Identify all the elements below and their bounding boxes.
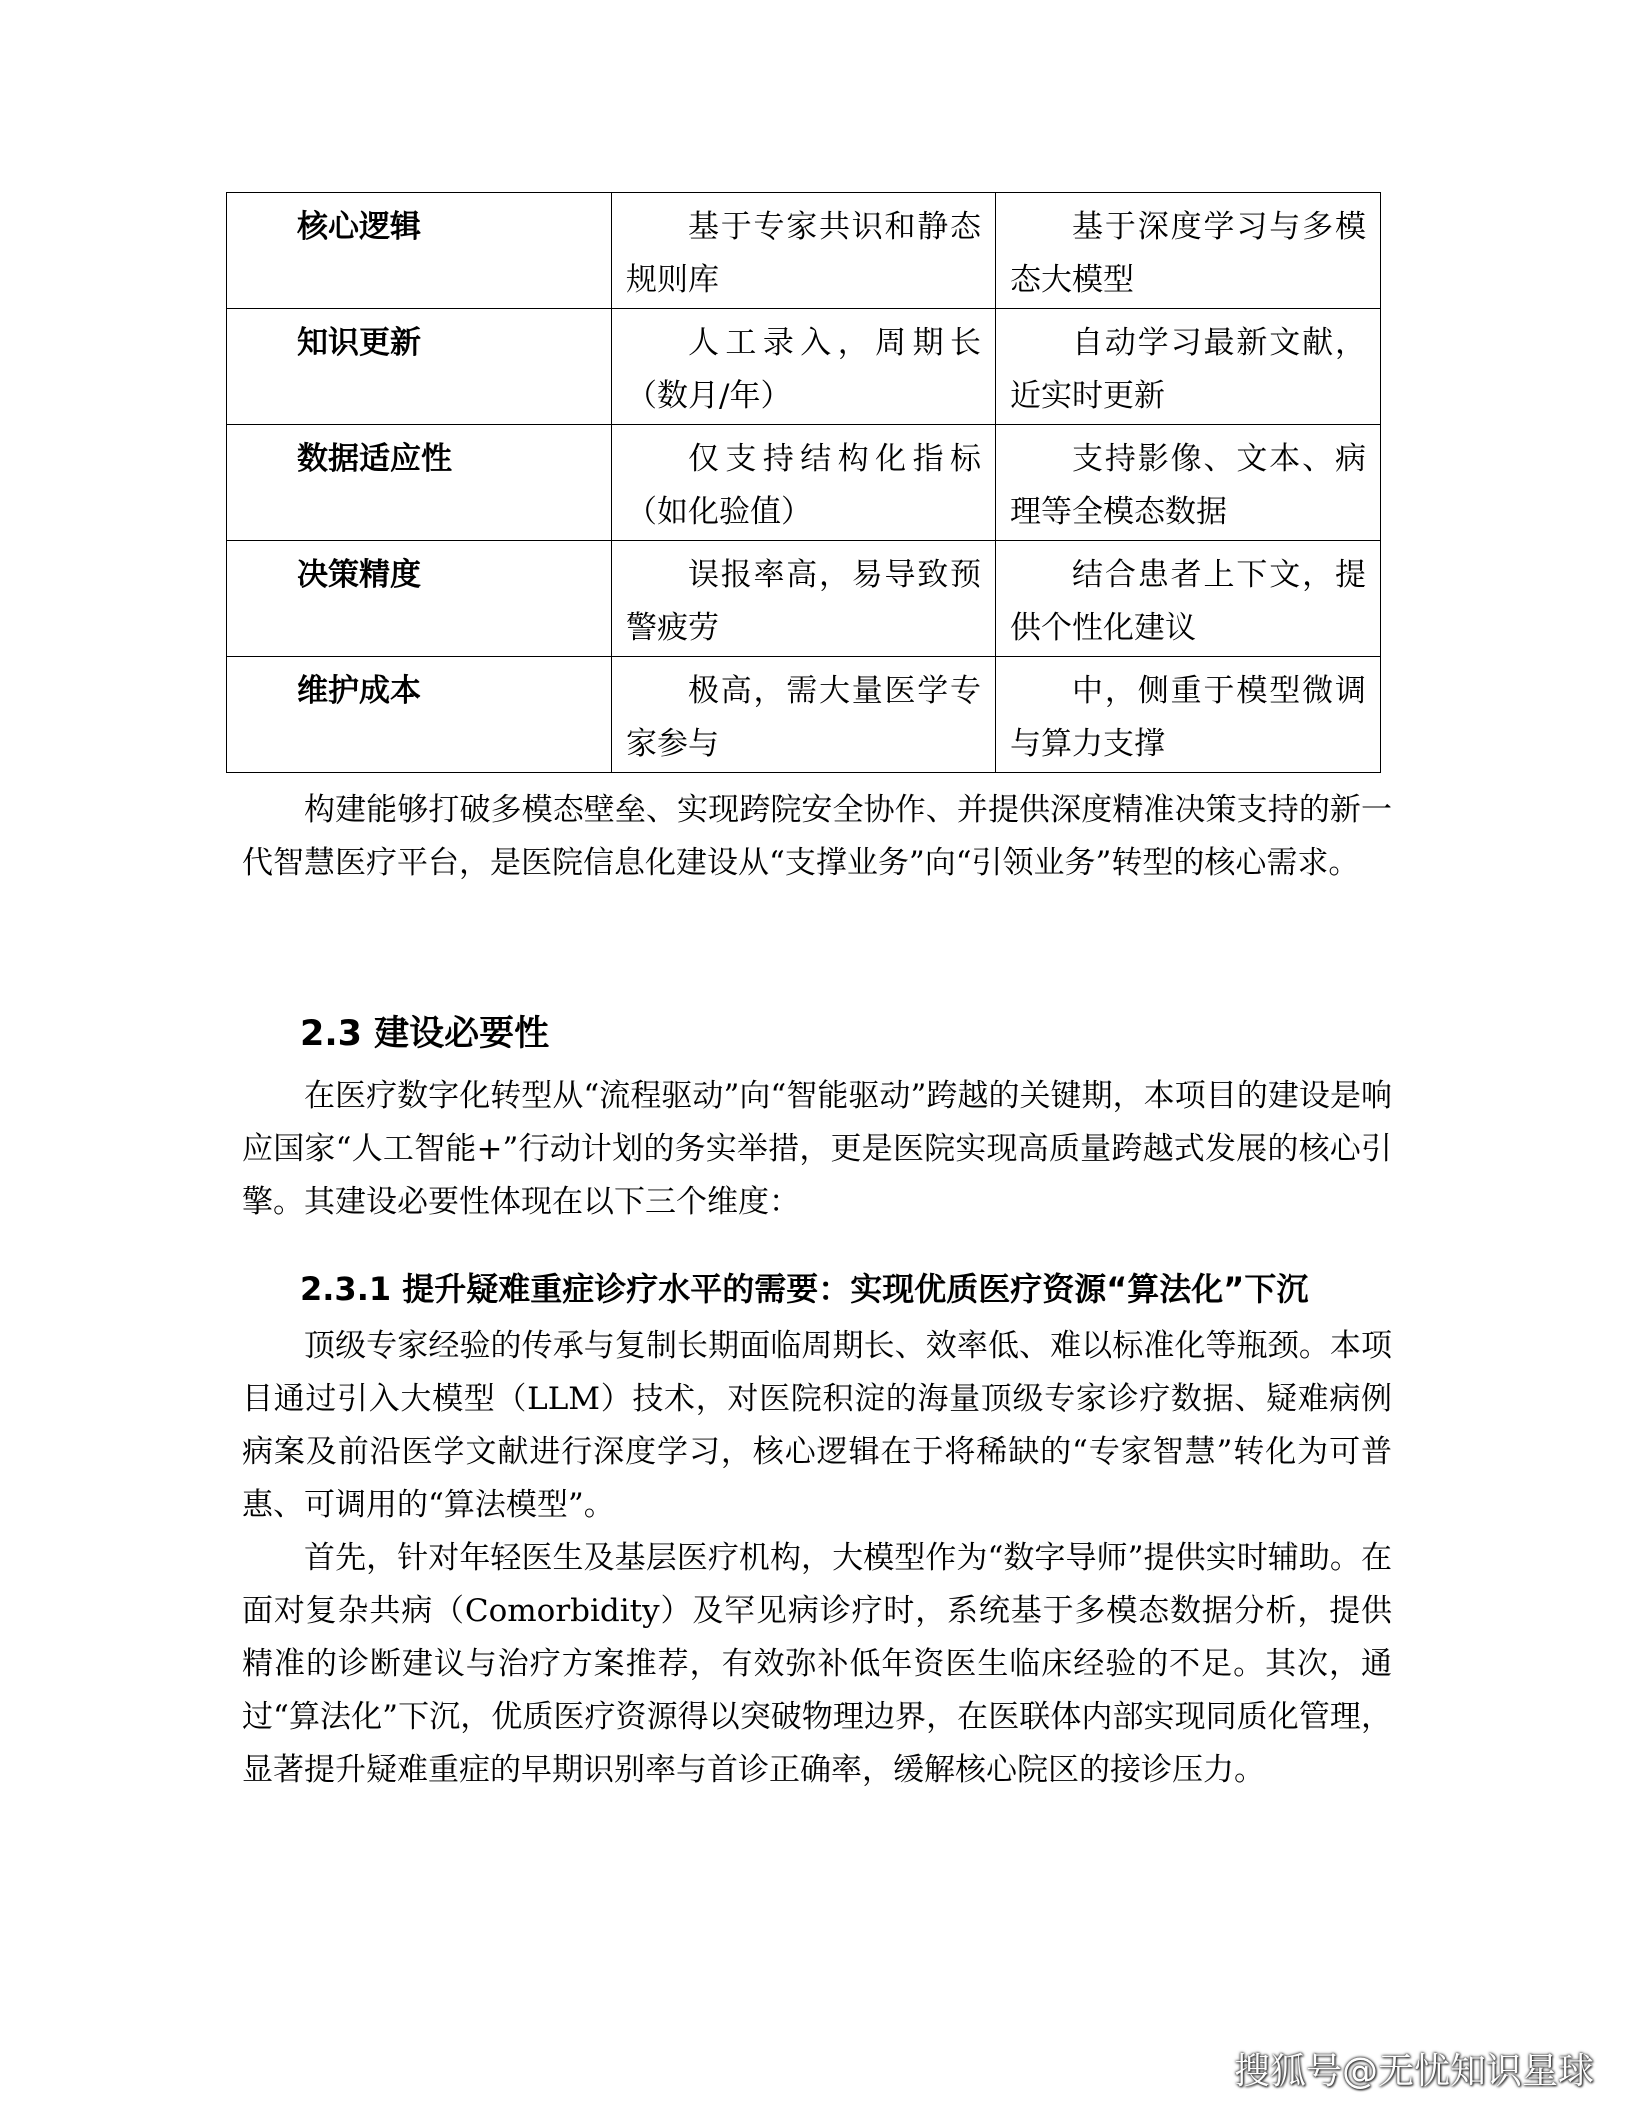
subsection-title: 2.3.1 提升疑难重症诊疗水平的需要：实现优质医疗资源“算法化”下沉 <box>300 1270 1309 1308</box>
row-label: 知识更新 <box>227 309 612 425</box>
intro-paragraph: 构建能够打破多模态壁垒、实现跨院安全协作、并提供深度精准决策支持的新一代智慧医疗平台，是医院信息化建设从“支撑业务”向“引领业务”转型的核心需求。 <box>242 792 1392 881</box>
subsection-paragraph-2: 首先，针对年轻医生及基层医疗机构，大模型作为“数字导师”提供实时辅助。在面对复杂共病（Comorbidity）及罕见病诊疗时，系统基于多模态数据分析，提供精准的诊断建议与治疗方案推荐，有效弥补低年资医生临床经验的不足。其次，通过“算法化”下沉，优质医疗资源得以突破物理边界，在医联体内部实现同质化管理，显著提升疑难重症的早期识别率与首诊正确率，缓解核心院区的接诊压力。 <box>242 1540 1392 1788</box>
watermark: 搜狐号@无忧知识星球 <box>1233 2051 1594 2092</box>
section-title: 2.3 建设必要性 <box>300 1014 550 1054</box>
table-row <box>227 309 1381 425</box>
row-label: 核心逻辑 <box>227 193 612 309</box>
traditional-cell: 误报率高，易导致预警疲劳 <box>612 541 996 657</box>
row-label: 维护成本 <box>227 657 612 773</box>
row-label: 决策精度 <box>227 541 612 657</box>
table-row <box>227 541 1381 657</box>
traditional-cell: 仅支持结构化指标（如化验值） <box>612 425 996 541</box>
ai-cell: 自动学习最新文献，近实时更新 <box>996 309 1381 425</box>
traditional-cell: 人工录入，周期长（数月/年） <box>612 309 996 425</box>
traditional-cell: 极高，需大量医学专家参与 <box>612 657 996 773</box>
table-row <box>227 193 1381 309</box>
section-paragraph: 在医疗数字化转型从“流程驱动”向“智能驱动”跨越的关键期，本项目的建设是响应国家“人工智能+”行动计划的务实举措，更是医院实现高质量跨越式发展的核心引擎。其建设必要性体现在以下三个维度： <box>242 1078 1392 1220</box>
ai-cell: 支持影像、文本、病理等全模态数据 <box>996 425 1381 541</box>
ai-cell: 结合患者上下文，提供个性化建议 <box>996 541 1381 657</box>
ai-cell: 中，侧重于模型微调与算力支撑 <box>996 657 1381 773</box>
traditional-cell: 基于专家共识和静态规则库 <box>612 193 996 309</box>
table-row <box>227 657 1381 773</box>
ai-cell: 基于深度学习与多模态大模型 <box>996 193 1381 309</box>
table-row <box>227 425 1381 541</box>
comparison-table <box>226 192 1381 773</box>
subsection-paragraph-1: 顶级专家经验的传承与复制长期面临周期长、效率低、难以标准化等瓶颈。本项目通过引入大模型（LLM）技术，对医院积淀的海量顶级专家诊疗数据、疑难病例病案及前沿医学文献进行深度学习，核心逻辑在于将稀缺的“专家智慧”转化为可普惠、可调用的“算法模型”。 <box>242 1328 1392 1523</box>
row-label: 数据适应性 <box>227 425 612 541</box>
